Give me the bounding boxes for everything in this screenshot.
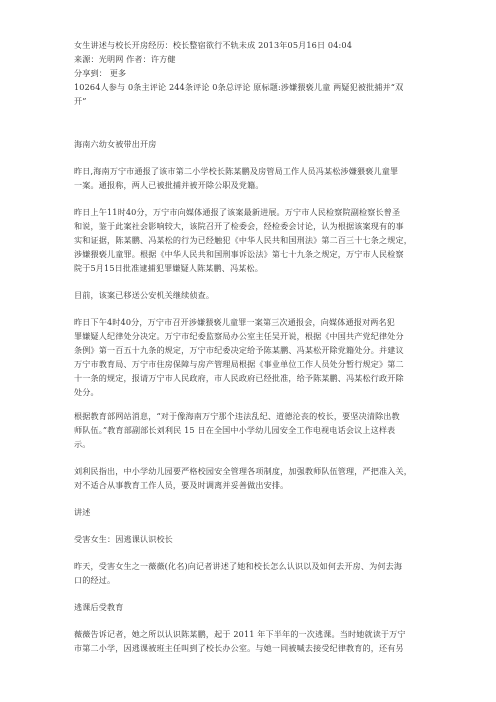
section-heading — [74, 600, 432, 614]
stats-line: 10264人参与 0条主评论 244条评论 0条总评论 原标题:涉嫌猥亵儿童 两疑犯被批捕并“双 — [74, 82, 404, 92]
paragraph-line: 院于5月15日批准逮捕犯罪嫌疑人陈某鹏、冯某松。 — [74, 263, 264, 273]
paragraph-line: 和说，鉴于此案社会影响较大，该院召开了检委会，经检委会讨论，认为根据该案现有的事 — [74, 221, 404, 231]
paragraph-line: 薇薇告诉记者，她之所以认识陈某鹏，起于 2011 年下半年的一次逃课。当时她就读于万宁 — [74, 629, 406, 639]
paragraph-line: 刘利民指出，中小学幼儿园要严格校园安全管理各项制度，加强教师队伍管理，严把准入关， — [74, 466, 412, 476]
paragraph-line: 对不适合从事教育工作人员，要及时调离并妥善做出安排。 — [74, 480, 289, 490]
paragraph-line: 口的经过。 — [74, 575, 116, 585]
paragraph-line: 受害女生：因逃课认识校长 — [74, 534, 173, 544]
paragraph-line: 目前，该案已移送公安机关继续侦查。 — [74, 290, 215, 300]
paragraph-line: 海南六幼女被带出开房 — [74, 139, 157, 149]
paragraph-line: 万宁市教育局、万宁市住房保障与房产管理局根据《事业单位工作人员处分暂行规定》第二 — [74, 359, 404, 369]
paragraph — [74, 627, 432, 655]
section-heading — [74, 505, 432, 519]
section-heading — [74, 532, 432, 546]
paragraph — [74, 164, 432, 192]
paragraph — [74, 288, 432, 302]
paragraph-line: 处分。 — [74, 387, 99, 397]
article-header — [74, 38, 432, 108]
paragraph-line: 罪嫌疑人纪律处分决定。万宁市纪委监察局办公室主任吴开说，根据《中国共产党纪律处分 — [74, 331, 404, 341]
paragraph-line: 一案。通报称，两人已被批捕并被开除公职及党籍。 — [74, 180, 264, 190]
paragraph-line: 昨日,海南万宁市通报了该市第二小学校长陈某鹏及房管局工作人员冯某松涉嫌猥亵儿童罪 — [74, 166, 399, 176]
title-line: 女生讲述与校长开房经历：校长整宿欲行不轨未成 2013年05月16日 04:04 — [74, 40, 353, 50]
source-line: 来源：光明网 作者：许方健 — [74, 54, 176, 64]
paragraph-line: 示。 — [74, 439, 91, 449]
share-line: 分享到： 更多 — [74, 68, 127, 78]
paragraph — [74, 205, 432, 275]
paragraph-line: 昨日下午4时40分，万宁市召开涉嫌猥亵儿童罪一案第三次通报会，向媒体通报对两名犯 — [74, 317, 395, 327]
paragraph-line: 昨天，受害女生之一薇薇(化名)向记者讲述了她和校长怎么认识以及如何去开房、为何去海 — [74, 561, 403, 571]
paragraph — [74, 409, 432, 451]
paragraph-line: 涉嫌猥亵儿童罪。根据《中华人民共和国刑事诉讼法》第七十九条之规定，万宁市人民检察 — [74, 249, 404, 259]
paragraph-line: 市第二小学，因逃课被班主任叫到了校长办公室。与她一同被喊去接受纪律教育的，还有另 — [74, 643, 404, 653]
paragraph — [74, 315, 432, 399]
paragraph-line: 师队伍。”教育部副部长刘利民 15 日在全国中小学幼儿园安全工作电视电话会议上这样表 — [74, 425, 396, 435]
paragraph-line: 讲述 — [74, 507, 91, 517]
paragraph-line: 实和证据，陈某鹏、冯某松的行为已经触犯《中华人民共和国刑法》第二百三十七条之规定， — [74, 235, 412, 245]
paragraph-line: 根据教育部网站消息，“对于像海南万宁那个违法乱纪、道德沦丧的校长，要坚决清除出教 — [74, 411, 400, 421]
paragraph-line: 条例》第一百五十九条的规定，万宁市纪委决定给予陈某鹏、冯某松开除党籍处分。并建议 — [74, 345, 404, 355]
paragraph-line: 逃课后受教育 — [74, 602, 124, 612]
stats-line-continued: 开” — [74, 96, 87, 106]
paragraph — [74, 559, 432, 587]
paragraph-line: 昨日上午11时40分，万宁市向媒体通报了该案最新进展。万宁市人民检察院副检察长曾圣 — [74, 207, 401, 217]
paragraph-line: 十一条的规定，报请万宁市人民政府，市人民政府已经批准，给予陈某鹏、冯某松行政开除 — [74, 373, 404, 383]
section-heading — [74, 137, 432, 151]
paragraph — [74, 464, 432, 492]
